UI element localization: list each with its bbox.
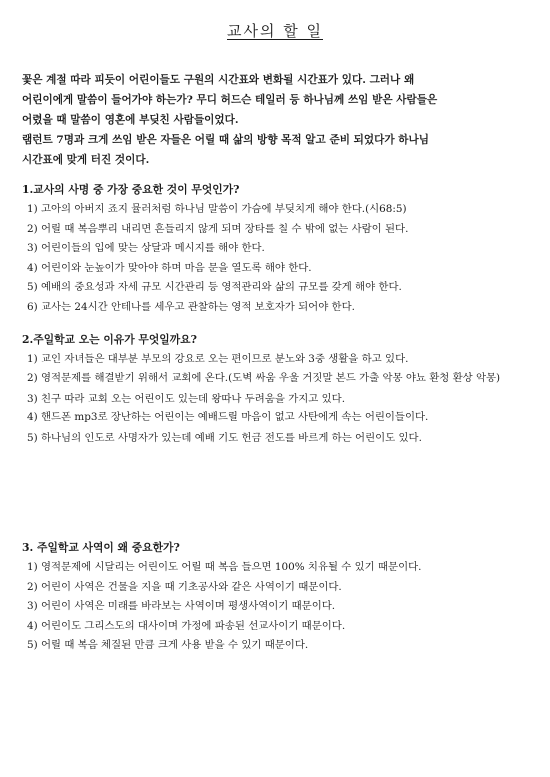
section-list — [22, 558, 537, 656]
section-importance — [22, 538, 537, 656]
intro-line: 어렸을 때 말씀이 영혼에 부딪친 사람들이었다. — [22, 114, 239, 126]
list-item: 5) 하나님의 인도로 사명자가 있는데 예배 기도 헌금 전도를 바르게 하는 어린이도 있다. — [27, 432, 422, 444]
list-item: 2) 어린이 사역은 건물을 지을 때 기초공사와 같은 사역이기 때문이다. — [27, 580, 342, 593]
list-item: 5) 어릴 때 복음 체질된 만큼 크게 사용 받을 수 있기 때문이다. — [27, 639, 309, 651]
list-item: 4) 어린이도 그리스도의 대사이며 가정에 파송된 선교사이기 때문이다. — [27, 619, 346, 632]
list-item: 1) 교인 자녀들은 대부분 부모의 강요로 오는 편이므로 분노와 3중 생활을 하고 있다. — [27, 353, 409, 365]
list-item: 3) 친구 따라 교회 오는 어린이도 있는데 왕따나 두려움을 가지고 있다. — [27, 392, 346, 405]
list-item: 1) 고아의 아버지 죠지 뮬러처럼 하나님 말씀이 가슴에 부딪치게 해야 한다.(시68:5) — [27, 203, 407, 215]
intro-line: 램런트 7명과 크게 쓰임 받은 자들은 어릴 때 삶의 방향 목적 알고 준비 되었다가 하나님 — [22, 134, 429, 146]
list-item: 5) 예배의 중요성과 자세 규모 시간관리 등 영적관리와 삶의 규모를 갖게 해야 한다. — [27, 281, 402, 293]
list-item: 4) 핸드폰 mp3로 장난하는 어린이는 예배드릴 마음이 없고 사탄에게 속는 어린이들이다. — [27, 411, 429, 423]
list-item: 3) 어린이 사역은 미래를 바라보는 사역이며 평생사역이기 때문이다. — [27, 600, 336, 612]
list-item: 1) 영적문제에 시달리는 어린이도 어릴 때 복음 들으면 100% 치유될 수 있기 때문이다. — [27, 561, 422, 573]
intro-line: 어린이에게 말씀이 들어가야 하는가? 무디 허드슨 테일러 등 하나님께 쓰임 받은 사람들은 — [22, 94, 438, 106]
intro-paragraph — [22, 70, 532, 170]
list-item: 6) 교사는 24시간 안테나를 세우고 관찰하는 영적 보호자가 되어야 한다. — [27, 300, 355, 313]
intro-line: 꽃은 계절 따라 피듯이 어린이들도 구원의 시간표와 변화될 시간표가 있다. 그러나 왜 — [22, 74, 415, 86]
section-list — [22, 350, 537, 449]
section-heading: 1.교사의 사명 중 가장 중요한 것이 무엇인가? — [22, 183, 240, 196]
section-heading: 3. 주일학교 사역이 왜 중요한가? — [22, 541, 180, 554]
list-item: 2) 영적문제를 해결받기 위해서 교회에 온다.(도벽 싸움 우울 거짓말 본드 가출 악몽 야뇨 환청 환상 악몽) — [27, 371, 501, 384]
list-item: 2) 어릴 때 복음뿌리 내리면 흔들리지 않게 되며 장타를 칠 수 밖에 없는 사람이 된다. — [27, 222, 409, 235]
section-list — [22, 200, 537, 317]
section-teacher-mission — [22, 180, 537, 317]
intro-line: 시간표에 맞게 터진 것이다. — [22, 154, 150, 166]
document-title: 교사의 할 일 — [227, 22, 323, 40]
list-item: 3) 어린이들의 입에 맞는 상달과 메시지를 해야 한다. — [27, 242, 265, 254]
section-heading: 2.주일학교 오는 이유가 무엇일까요? — [22, 333, 197, 346]
section-reasons-attending — [22, 330, 537, 449]
list-item: 4) 어린이와 눈높이가 맞아야 하며 마음 문을 열도록 해야 한다. — [27, 261, 312, 274]
